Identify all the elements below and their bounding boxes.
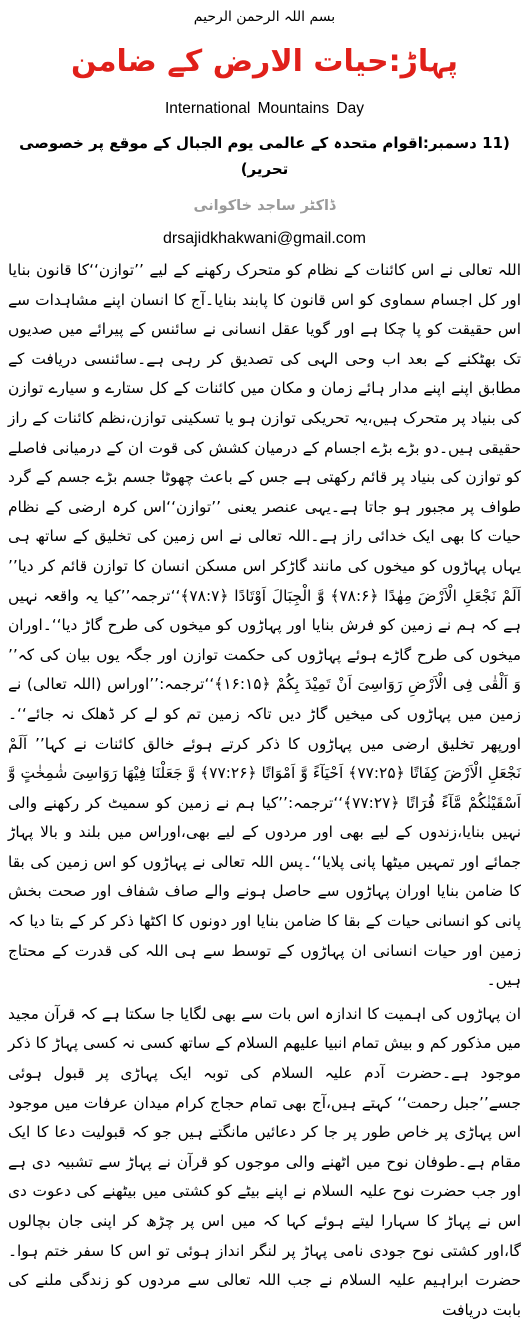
article-subtitle: (11 دسمبر:اقوام متحدہ کے عالمی یوم الجبال کے موقع پر خصوصی تحریر) bbox=[19, 134, 510, 178]
bismillah: بسم اللہ الرحمن الرحیم bbox=[193, 9, 336, 25]
author-name: ڈاکٹر ساجد خاکوانی bbox=[193, 198, 336, 214]
article-title: پہاڑ:حیات الارض کے ضامن bbox=[70, 44, 459, 79]
author-email: drsajidkhakwani@gmail.com bbox=[163, 230, 366, 247]
english-title: International Mountains Day bbox=[164, 100, 364, 117]
article-paragraph-2: ان پہاڑوں کی اہمیت کا اندازہ اس بات سے بھی لگایا جا سکتا ہے کہ قرآن مجید میں مذکور کم و بیش تمام انبیا علیھم السلام کے ساتھ کسی نہ کسی پہاڑ کا ذکر موجود ہے۔حضرت آدم علیہ السلام کی توبہ ایک پہاڑی پر قبول ہوئی جسے’’جبل رحمت‘‘ کہتے ہیں،آج بھی تمام حجاج کرام میدان عرفات میں موجود اس پہاڑی پر خاص طور پر جا کر دعائیں مانگتے ہیں جو کہ قبولیت دعا کا ایک مقام ہے۔طوفان نوح میں اٹھنے والی موجوں کو قرآن نے پہاڑ سے تشبیہ دی ہے اور جب حضرت نوح علیہ السلام نے اپنے بیٹے کو کشتی میں بیٹھنے کی دعوت دی اس نے پہاڑ کا سہارا لیتے ہوئے کہا کہ میں اس پر چڑھ کر اپنی جان بچالوں گا،اور کشتی نوح جودی نامی پہاڑ پر لنگر انداز ہوئی تو اس کا سفر ختم ہوا۔حضرت ابراہیم علیہ السلام نے جب اللہ تعالی سے مردوں کو زندگی ملنے کی بابت دریافت bbox=[8, 1004, 521, 1319]
article-paragraph-1: اللہ تعالی نے اس کائنات کے نظام کو متحرک رکھنے کے لیے ’’توازن‘‘کا قانون بنایا اور کل اجسام سماوی کو اس قانون کا پابند بنایا۔آج کا انسان اپنے مشاہدات سے اس حقیقت کو پا چکا ہے اور گویا عقل انسانی نے سائنس کے پیرائے میں صدیوں تک بھٹکنے کے بعد اب وحی الہی کی تصدیق کر رہی ہے۔سائنسی دریافت کے مطابق اپنے اپنے مدار ہائے زمان و مکان میں کائنات کے کل ستارے و سیارے توازن کی بنیاد پر متحرک ہیں،یہ تحریکی توازن ہو یا تسکینی توازن،نظم کائنات کے راز حقیقی ہیں۔دو بڑے بڑے اجسام کے درمیان کشش کی قوت ان کے درمیانی فاصلے کو توازن کی بنیاد پر قائم رکھتی ہے جس کے باعث چھوٹا جسم بڑے جسم کے گرد طواف پر مجبور ہو جاتا ہے۔یہی عنصر یعنی ’’توازن‘‘اس کرہ ارضی کے نظام حیات کا بھی ایک خدائی راز ہے۔اللہ تعالی نے اس زمین کی تخلیق کے ساتھ ہی یہاں پہاڑوں کو میخوں کی مانند گاڑکر اس مسکن انسان کا توازن قائم کر دیا’’ اَلَمْ نَجْعَلِ الْاَرْضَ مِهٰدًا ﴿۷۸:۶﴾ وَّ الْجِبَالَ اَوْتَادًا ﴿۷۸:۷﴾‘‘ترجمہ’’کیا یہ واقعہ نہیں ہے کہ ہم نے زمین کو فرش بنایا اور پہاڑوں کو میخوں کی طرح گاڑ دیا‘‘۔اوران میخوں کی طرح گاڑے ہوئے پہاڑوں کی حکمت توازن اور جگہ یوں بیان کی کہ’’ وَ اَلْقٰى فِی الْاَرْضِ رَوَاسِیَ اَنْ تَمِیْدَ بِكُمْ ﴿۱۶:۱۵﴾‘‘ترجمہ:’’اوراس (اللہ تعالی) نے زمین میں پہاڑوں کی میخیں گاڑ دیں تاکہ زمین تم کو لے کر ڈھلک نہ جائے‘‘۔اورپھر تخلیق ارضی میں پہاڑوں کا ذکر کرتے ہوئے خالق کائنات نے کہا’’ اَلَمْ نَجْعَلِ الْاَرْضَ كِفَاتًا ﴿۷۷:۲۵﴾ اَحْیَآءً وَّ اَمْوَاتًا ﴿۷۷:۲۶﴾ وَّ جَعَلْنَا فِیْهَا رَوَاسِیَ شٰمِخٰتٍ وَّ اَسْقَیْنٰكُمْ مَّآءً فُرَاتًا ﴿۷۷:۲۷﴾‘‘ترجمہ:’’کیا ہم نے زمین کو سمیٹ کر رکھنے والی نہیں بنایا،زندوں کے لیے بھی اور مردوں کے لیے بھی،اوراس میں بلند و بالا پہاڑ جمائے اور تمہیں میٹھا پانی پلایا‘‘۔پس اللہ تعالی نے پہاڑوں کو اس زمین کی بقا کا ضامن بنایا اوران پہاڑوں سے حاصل ہونے والے صاف شفاف اور صحت بخش پانی کو انسانی حیات کے بقا کا ضامن بنایا اور دونوں کا اکٹھا ذکر کر کے بتا دیا کہ زمین اور حیات انسانی ان پہاڑوں کے توسط سے ہی اللہ کی قدرت کے محتاج ہیں۔ bbox=[8, 261, 522, 990]
